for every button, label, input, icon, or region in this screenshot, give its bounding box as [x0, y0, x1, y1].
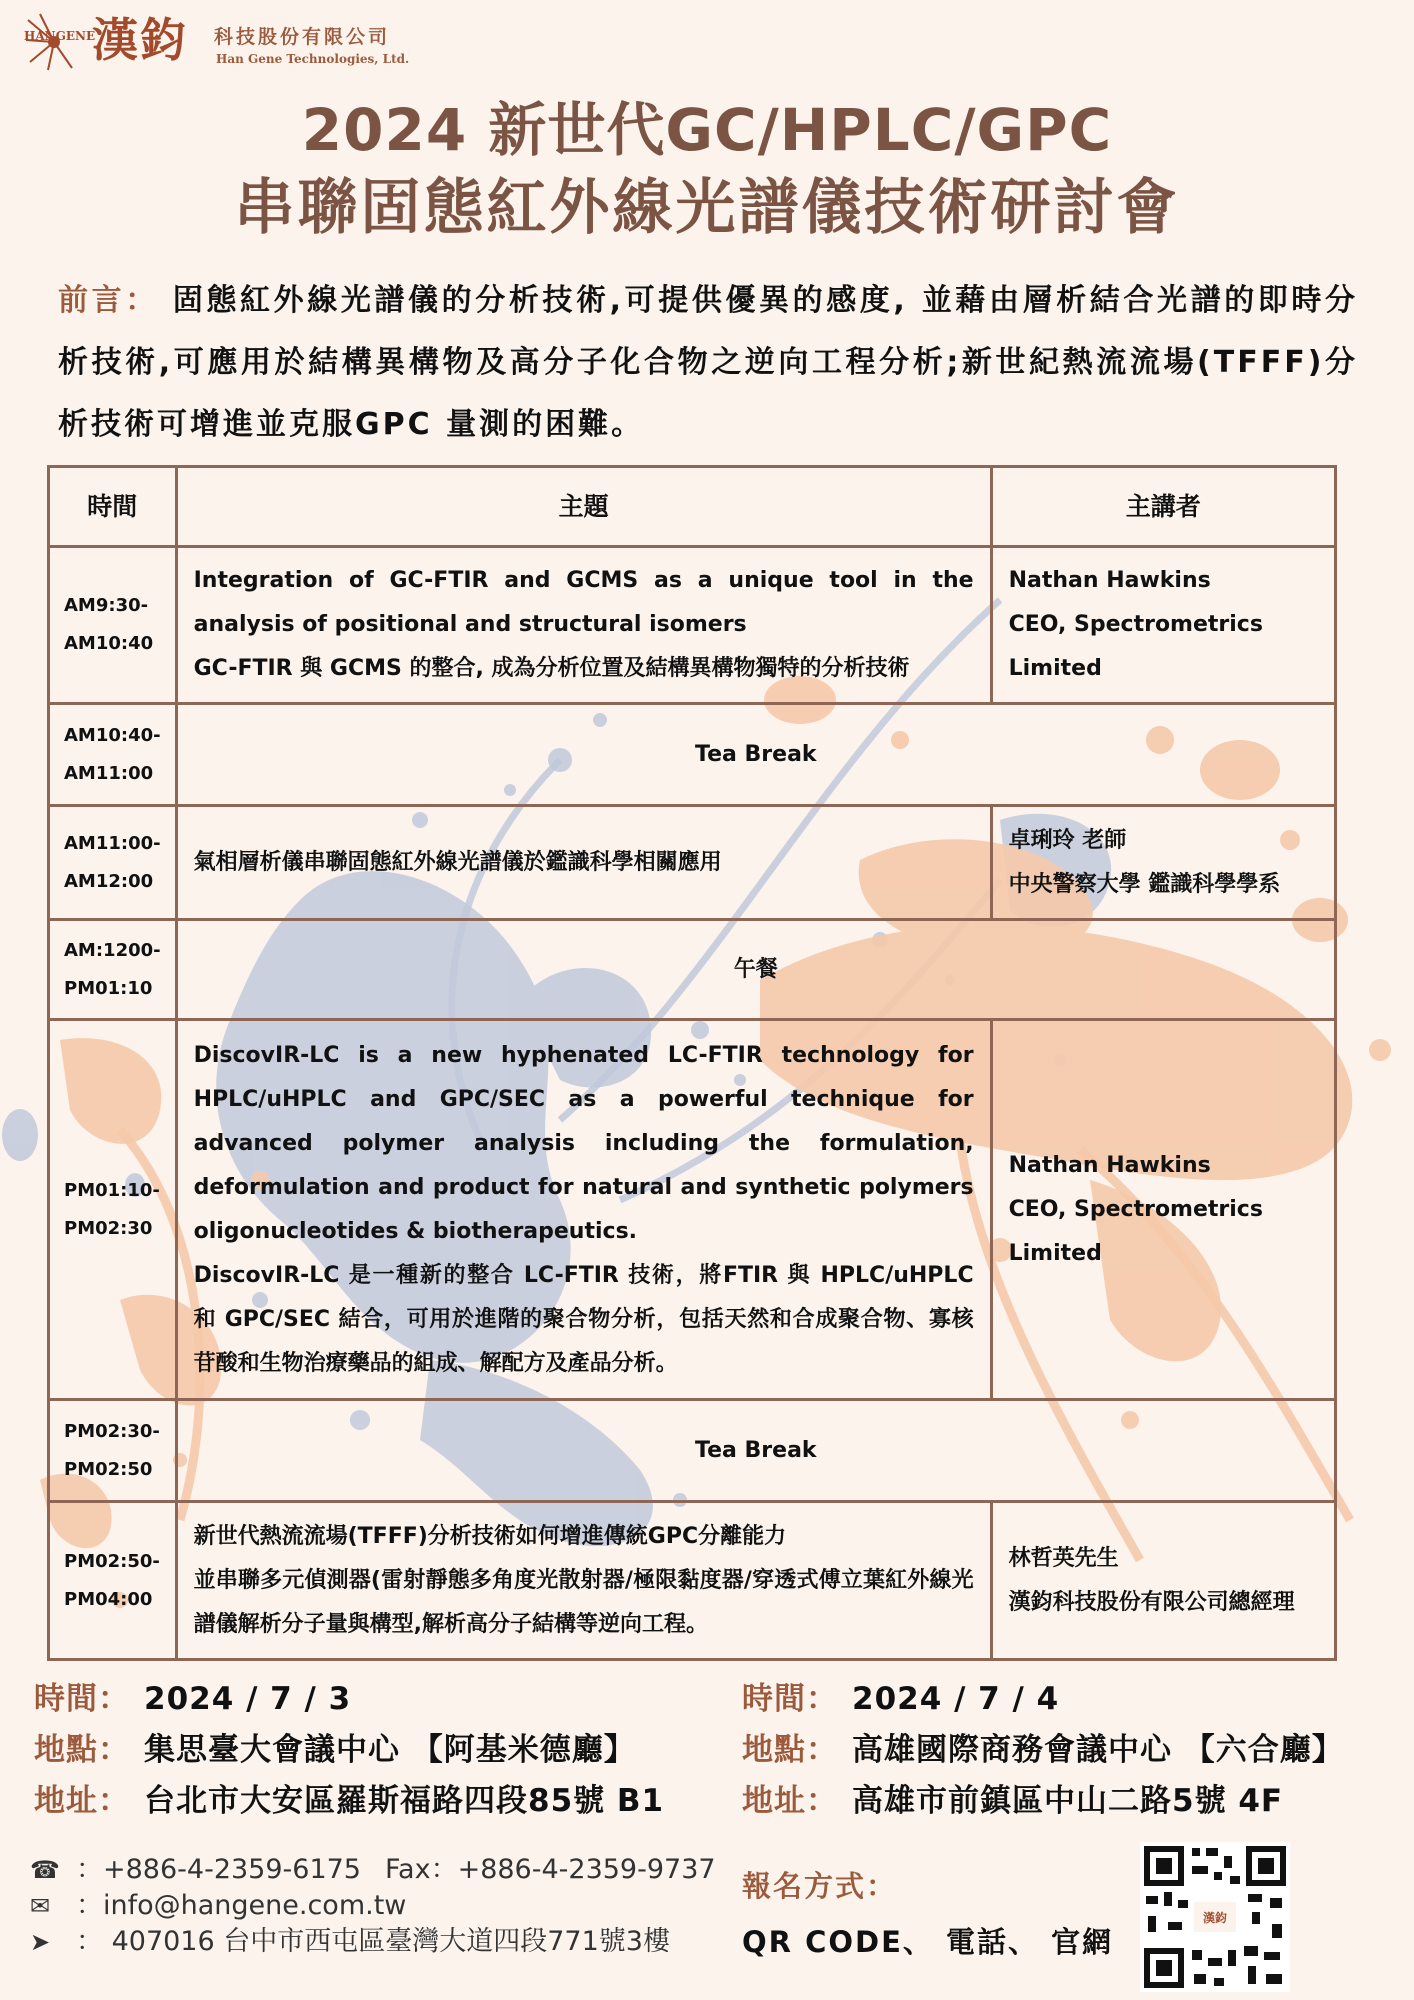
event-taipei: [34, 1674, 664, 1827]
header-speaker: 主講者: [991, 467, 1335, 547]
event-address: 高雄市前鎮區中山二路5號 4F: [852, 1783, 1284, 1819]
intro-text: 固態紅外線光譜儀的分析技術,可提供優異的感度, 並藉由層析結合光譜的即時分析技術,可應用於結構異構物及高分子化合物之逆向工程分析;新世紀熱流流場(TFFF)分析技術可增進並克服GPC 量測的困難。: [58, 283, 1358, 442]
event-date: 2024 / 7 / 3: [144, 1681, 352, 1717]
row-time: AM9:30- AM10:40: [49, 547, 177, 704]
table-row: [49, 704, 1336, 806]
event-time-label: 時間：: [34, 1681, 130, 1717]
logo-mark-text: HANGENE: [24, 29, 96, 43]
row-time: AM10:40- AM11:00: [49, 704, 177, 806]
header-topic: 主題: [176, 467, 991, 547]
intro-lead: 前言：: [58, 283, 159, 318]
company-logo: [22, 8, 422, 78]
mail-icon: ✉: [30, 1892, 51, 1920]
header-time: 時間: [49, 467, 177, 547]
table-row: [49, 1020, 1336, 1400]
contact-phone[interactable]: ：+886-4-2359-6175: [76, 1854, 361, 1885]
contact-address: ： 407016 台中市西屯區臺灣大道四段771號3樓: [76, 1926, 670, 1957]
row-speaker: Nathan Hawkins CEO, Spectrometrics Limited: [991, 1020, 1335, 1400]
brand-name-en: Han Gene Technologies, Ltd.: [216, 52, 410, 66]
event-kaohsiung: [742, 1674, 1344, 1827]
table-header-row: [49, 467, 1336, 547]
contact-email[interactable]: ：info@hangene.com.tw: [76, 1890, 407, 1921]
row-topic: 新世代熱流流場(TFFF)分析技術如何增進傳統GPC分離能力 並串聯多元偵測器(雷射靜態多角度光散射器/極限黏度器/穿透式傅立葉紅外線光譜儀解析分子量與構型,解析高分子結構等逆向工程。: [176, 1502, 991, 1660]
event-address-label: 地址：: [34, 1783, 130, 1819]
table-row: [49, 920, 1336, 1020]
table-row: [49, 547, 1336, 704]
event-venue: 高雄國際商務會議中心 【六合廳】: [852, 1732, 1344, 1768]
hangene-logo-icon: [22, 10, 96, 74]
intro-paragraph: [58, 270, 1358, 456]
table-row: [49, 806, 1336, 920]
row-time: AM:1200- PM01:10: [49, 920, 177, 1020]
row-topic: Integration of GC-FTIR and GCMS as a unique tool in the analysis of positional and structural isomers GC-FTIR 與 GCMS 的整合, 成為分析位置及結構異構物獨特的分析技術: [176, 547, 991, 704]
event-time-label: 時間：: [742, 1681, 838, 1717]
row-break: Tea Break: [176, 704, 1335, 806]
row-break: 午餐: [176, 920, 1335, 1020]
table-row: [49, 1502, 1336, 1660]
registration-qr-code[interactable]: [1140, 1842, 1290, 1992]
phone-icon: ☎: [30, 1856, 60, 1884]
contact-fax: Fax：+886-4-2359-9737: [385, 1854, 716, 1885]
arrow-icon: ➤: [30, 1928, 51, 1956]
schedule-table: [47, 465, 1337, 1661]
contact-info: [30, 1852, 716, 1960]
event-address: 台北市大安區羅斯福路四段85號 B1: [144, 1783, 665, 1819]
event-venue-label: 地點：: [742, 1732, 838, 1768]
brand-name-hanzi: 漢鈞: [92, 13, 188, 67]
row-topic: DiscovIR-LC is a new hyphenated LC-FTIR technology for HPLC/uHPLC and GPC/SEC as a powerful technique for advanced polymer analysis including the formulation, deformulation and product for natural and synthetic polymers oligonucleotides & biotherapeutics. DiscovIR-LC 是一種新的整合 LC-FTIR 技術，將FTIR 與 HPLC/uHPLC 和 GPC/SEC 結合，可用於進階的聚合物分析，包括天然和合成聚合物、寡核苷酸和生物治療藥品的組成、解配方及產品分析。: [176, 1020, 991, 1400]
event-address-label: 地址：: [742, 1783, 838, 1819]
qr-logo-text: 漢鈞: [1202, 1911, 1228, 1925]
registration-info: [742, 1858, 1113, 1970]
registration-label: 報名方式：: [742, 1869, 898, 1903]
event-date: 2024 / 7 / 4: [852, 1681, 1060, 1717]
table-row: [49, 1400, 1336, 1502]
registration-methods: QR CODE、 電話、 官網: [742, 1925, 1114, 1959]
brand-name-zh: 科技股份有限公司: [214, 26, 391, 48]
row-time: PM02:50- PM04:00: [49, 1502, 177, 1660]
row-time: PM01:10- PM02:30: [49, 1020, 177, 1400]
row-speaker: Nathan Hawkins CEO, Spectrometrics Limited: [991, 547, 1335, 704]
row-speaker: 林哲英先生 漢鈞科技股份有限公司總經理: [991, 1502, 1335, 1660]
page-title-line1: 2024 新世代GC/HPLC/GPC: [301, 96, 1113, 164]
row-topic: 氣相層析儀串聯固態紅外線光譜儀於鑑識科學相關應用: [176, 806, 991, 920]
event-venue: 集思臺大會議中心 【阿基米德廳】: [144, 1732, 636, 1768]
row-time: AM11:00- AM12:00: [49, 806, 177, 920]
row-speaker: 卓琍玲 老師 中央警察大學 鑑識科學學系: [991, 806, 1335, 920]
row-time: PM02:30- PM02:50: [49, 1400, 177, 1502]
row-break: Tea Break: [176, 1400, 1335, 1502]
page-title-line2: 串聯固態紅外線光譜儀技術研討會: [234, 173, 1180, 243]
event-venue-label: 地點：: [34, 1732, 130, 1768]
